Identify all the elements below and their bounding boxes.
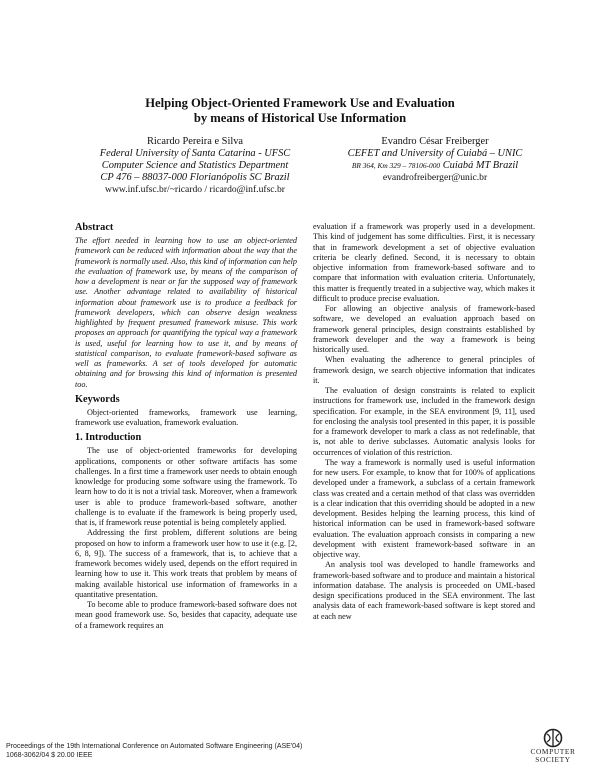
- ieee-computer-society-icon: [542, 728, 564, 748]
- title-line-2: by means of Historical Use Information: [193, 111, 407, 125]
- title-line-1: Helping Object-Oriented Framework Use and Evaluation: [145, 96, 455, 110]
- logo-text-line-2: SOCIETY: [535, 755, 571, 764]
- author-affiliation: CEFET and University of Cuiabá – UNIC: [347, 148, 523, 159]
- author-department: Computer Science and Statistics Department: [101, 160, 289, 171]
- section-heading: 1. Introduction: [75, 432, 142, 444]
- paragraph: The way a framework is normally used is useful information for new users. For example, to know that for 100% of applications developed under a framework, a subclass of a certain framework class was created and a certain method of that class was overridden is a clear indication that this overriding should be adopted in a new development. Besides helping the learning process, this kind of historical information can be used in framework-based software evaluation. The evaluation approach consists in comparing a new development with existent framework-based software in an objective way.: [313, 457, 535, 559]
- left-column: [75, 222, 297, 631]
- keywords-text: Object-oriented frameworks, framework use learning, framework use evaluation, framework evaluation.: [75, 407, 297, 427]
- paragraph: Addressing the first problem, different solutions are being proposed on how to inform a framework user how to use it (e.g. [2, 6, 8, 9]). The success of a framework, that is, to achieve that a framework becomes widely used, depends on the effort required in learning how to use it. This work treats that problem by means of making available historical use information of frameworks in a quantitative presentation.: [75, 528, 297, 599]
- author-name: Evandro César Freiberger: [381, 136, 489, 147]
- abstract-text: The effort needed in learning how to use an object-oriented framework can be reduced with information about the way that the framework is normally used. Also, this kind of information can help the evaluation of framework use, by means of the comparison of how a development is near or far the supposed way of framework use. Another advantage related to availability of historical information about framework use is to produce a feedback for framework developers, which can observe design weakness highlighted by frequent presumed framework misuse. This work proposes an approach for quantifying the typical way a framework is used, useful for learning how to use it, and by means of statistical comparison, to evaluate framework-based software as well as frameworks. A set of tools developed for automatic obtaining and for browsing this kind of information is presented too.: [75, 236, 297, 389]
- author-address: [320, 160, 550, 172]
- footer-line-1: Proceedings of the 19th International Conference on Automated Software Engineering (ASE'04): [6, 743, 303, 750]
- computer-society-logo: [518, 728, 588, 772]
- author-block-1: [70, 136, 320, 196]
- author-name: Ricardo Pereira e Silva: [146, 136, 244, 147]
- proceedings-footer: [6, 742, 302, 760]
- keywords-heading: Keywords: [75, 393, 120, 405]
- author-block-2: [320, 136, 550, 184]
- author-affiliation: Federal University of Santa Catarina - UFSC: [99, 148, 291, 159]
- paragraph: The use of object-oriented frameworks for developing applications, components or other software artifacts has some challenges. In a first time a framework user needs to obtain enough knowledge for producing some software using the framework. To learn how to do it is not a trivial task. Moreover, when a framework user is able to produce framework-based software, another challenge is to evaluate if the framework is being properly used, that is, if framework reuse potential is being completely applied.: [75, 446, 297, 527]
- paragraph: The evaluation of design constraints is related to explicit instructions for framework use, included in the framework design specification. For example, in the SEA environment [9, 11], used for enclosing the analysis tool presented in this paper, it is possible for a framework developer to mark a class as not redefinable, that is, not able to derive subclasses. Automatic analysis looks for occurrences of violation of this restriction.: [313, 386, 535, 457]
- abstract-heading: Abstract: [75, 222, 114, 233]
- logo-text-line-1: COMPUTER: [530, 747, 576, 756]
- paragraph: When evaluating the adherence to general principles of framework design, we search objective information that indicates it.: [313, 355, 535, 385]
- footer-line-2: 1068-3062/04 $ 20.00 IEEE: [6, 752, 93, 759]
- author-contact: evandrofreiberger@unic.br: [382, 172, 488, 183]
- paragraph: To become able to produce framework-based software does not mean good framework use. So, besides that capacity, adequate use of a framework requires an: [75, 600, 297, 630]
- right-column: [313, 222, 535, 622]
- author-address-large: Cuiabá MT Brazil: [442, 160, 519, 171]
- paper-title: [0, 96, 600, 126]
- paragraph: evaluation if a framework was properly used in a development. This kind of judgement has some difficulties. First, it is necessary that in framework development a set of objective evaluation criteria be clearly defined. Second, it is necessary to obtain objective information from framework-based software and to compare that information with evaluation criteria. Unfortunately, this matter is frequently treated in a subjective way, which makes it difficult to produce precise evaluation.: [313, 222, 535, 303]
- author-address: CP 476 – 88037-000 Florianópolis SC Brazil: [100, 172, 290, 183]
- paragraph: An analysis tool was developed to handle frameworks and framework-based software and to produce and maintain a historical information database. The analysis is proceeded on UML-based design specifications produced in the SEA environment. The last analysis data of each framework-based software is kept stored and at each new: [313, 560, 535, 621]
- paragraph: For allowing an objective analysis of framework-based software, we developed an evaluation approach based on framework general principles, design constraints established by framework developer and the way a framework is being historically used.: [313, 304, 535, 354]
- author-address-small: BR 364, Km 329 – 78106-000: [351, 161, 441, 170]
- author-contact: www.inf.ufsc.br/~ricardo / ricardo@inf.ufsc.br: [105, 184, 285, 195]
